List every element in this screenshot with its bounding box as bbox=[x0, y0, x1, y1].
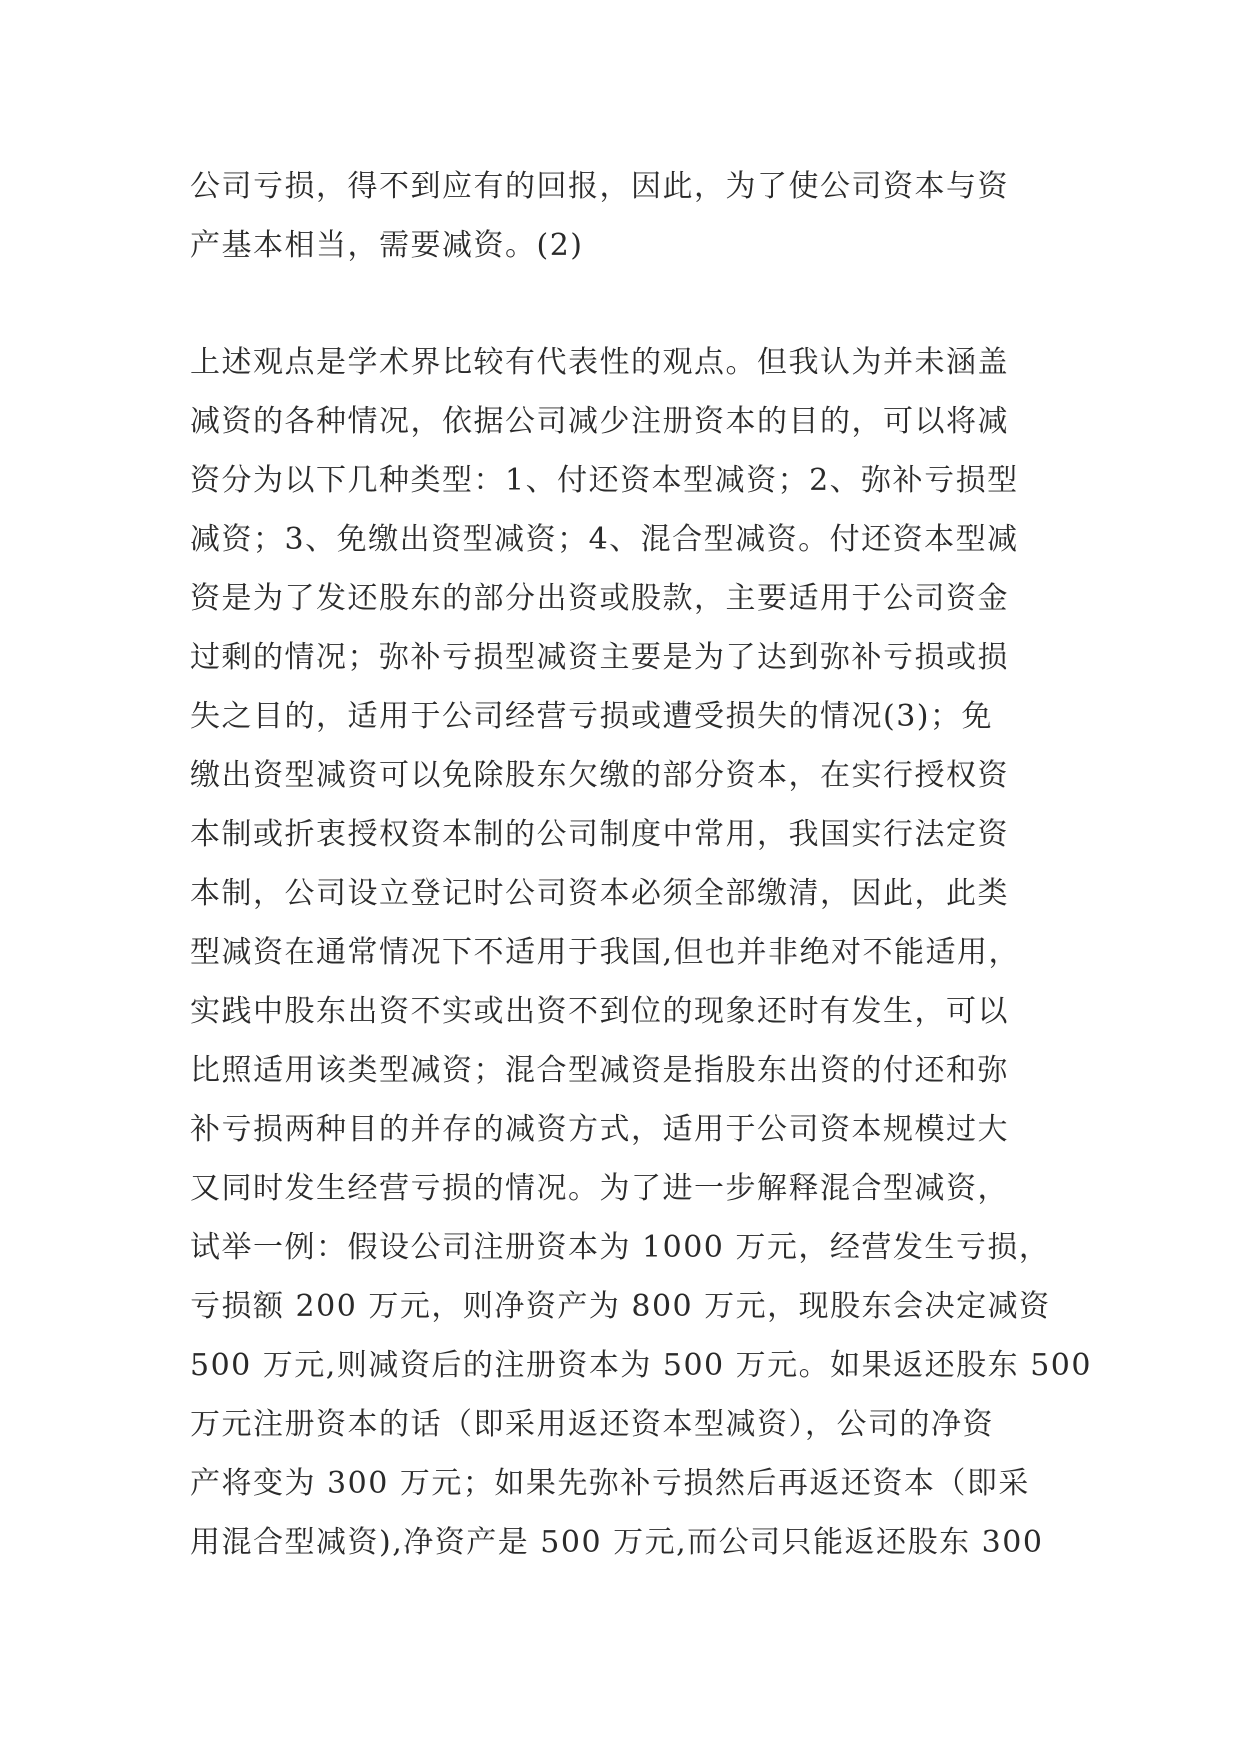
text-line: 上述观点是学术界比较有代表性的观点。但我认为并未涵盖 bbox=[190, 345, 1009, 380]
text-line: 减资；3、免缴出资型减资；4、混合型减资。付还资本型减 bbox=[190, 522, 1019, 557]
text-line: 产将变为 300 万元；如果先弥补亏损然后再返还资本（即采 bbox=[190, 1466, 1030, 1501]
paragraph-1 bbox=[190, 157, 1060, 275]
text-line: 实践中股东出资不实或出资不到位的现象还时有发生，可以 bbox=[190, 994, 1009, 1029]
paragraph-2 bbox=[190, 333, 1092, 1572]
text-line: 本制，公司设立登记时公司资本必须全部缴清，因此，此类 bbox=[190, 876, 1009, 911]
text-line: 型减资在通常情况下不适用于我国,但也并非绝对不能适用， bbox=[190, 935, 1021, 970]
text-line: 补亏损两种目的并存的减资方式，适用于公司资本规模过大 bbox=[190, 1112, 1009, 1147]
text-line: 缴出资型减资可以免除股东欠缴的部分资本，在实行授权资 bbox=[190, 758, 1009, 793]
text-line: 减资的各种情况，依据公司减少注册资本的目的，可以将减 bbox=[190, 404, 1009, 439]
text-line: 用混合型减资),净资产是 500 万元,而公司只能返还股东 300 bbox=[190, 1525, 1044, 1560]
text-line: 本制或折衷授权资本制的公司制度中常用，我国实行法定资 bbox=[190, 817, 1009, 852]
text-line: 比照适用该类型减资；混合型减资是指股东出资的付还和弥 bbox=[190, 1053, 1009, 1088]
text-line: 500 万元,则减资后的注册资本为 500 万元。如果返还股东 500 bbox=[190, 1348, 1092, 1383]
text-line: 万元注册资本的话（即采用返还资本型减资），公司的净资 bbox=[190, 1407, 994, 1442]
text-line: 资是为了发还股东的部分出资或股款，主要适用于公司资金 bbox=[190, 581, 1009, 616]
text-line: 又同时发生经营亏损的情况。为了进一步解释混合型减资， bbox=[190, 1171, 1009, 1206]
text-line: 失之目的，适用于公司经营亏损或遭受损失的情况(3)；免 bbox=[190, 699, 993, 734]
text-line: 亏损额 200 万元，则净资产为 800 万元，现股东会决定减资 bbox=[190, 1289, 1051, 1324]
text-line: 产基本相当，需要减资。(2) bbox=[190, 228, 584, 263]
text-line: 过剩的情况；弥补亏损型减资主要是为了达到弥补亏损或损 bbox=[190, 640, 1009, 675]
text-line: 试举一例：假设公司注册资本为 1000 万元，经营发生亏损， bbox=[190, 1230, 1051, 1265]
text-line: 资分为以下几种类型：1、付还资本型减资；2、弥补亏损型 bbox=[190, 463, 1019, 498]
text-line: 公司亏损，得不到应有的回报，因此，为了使公司资本与资 bbox=[190, 169, 1009, 204]
